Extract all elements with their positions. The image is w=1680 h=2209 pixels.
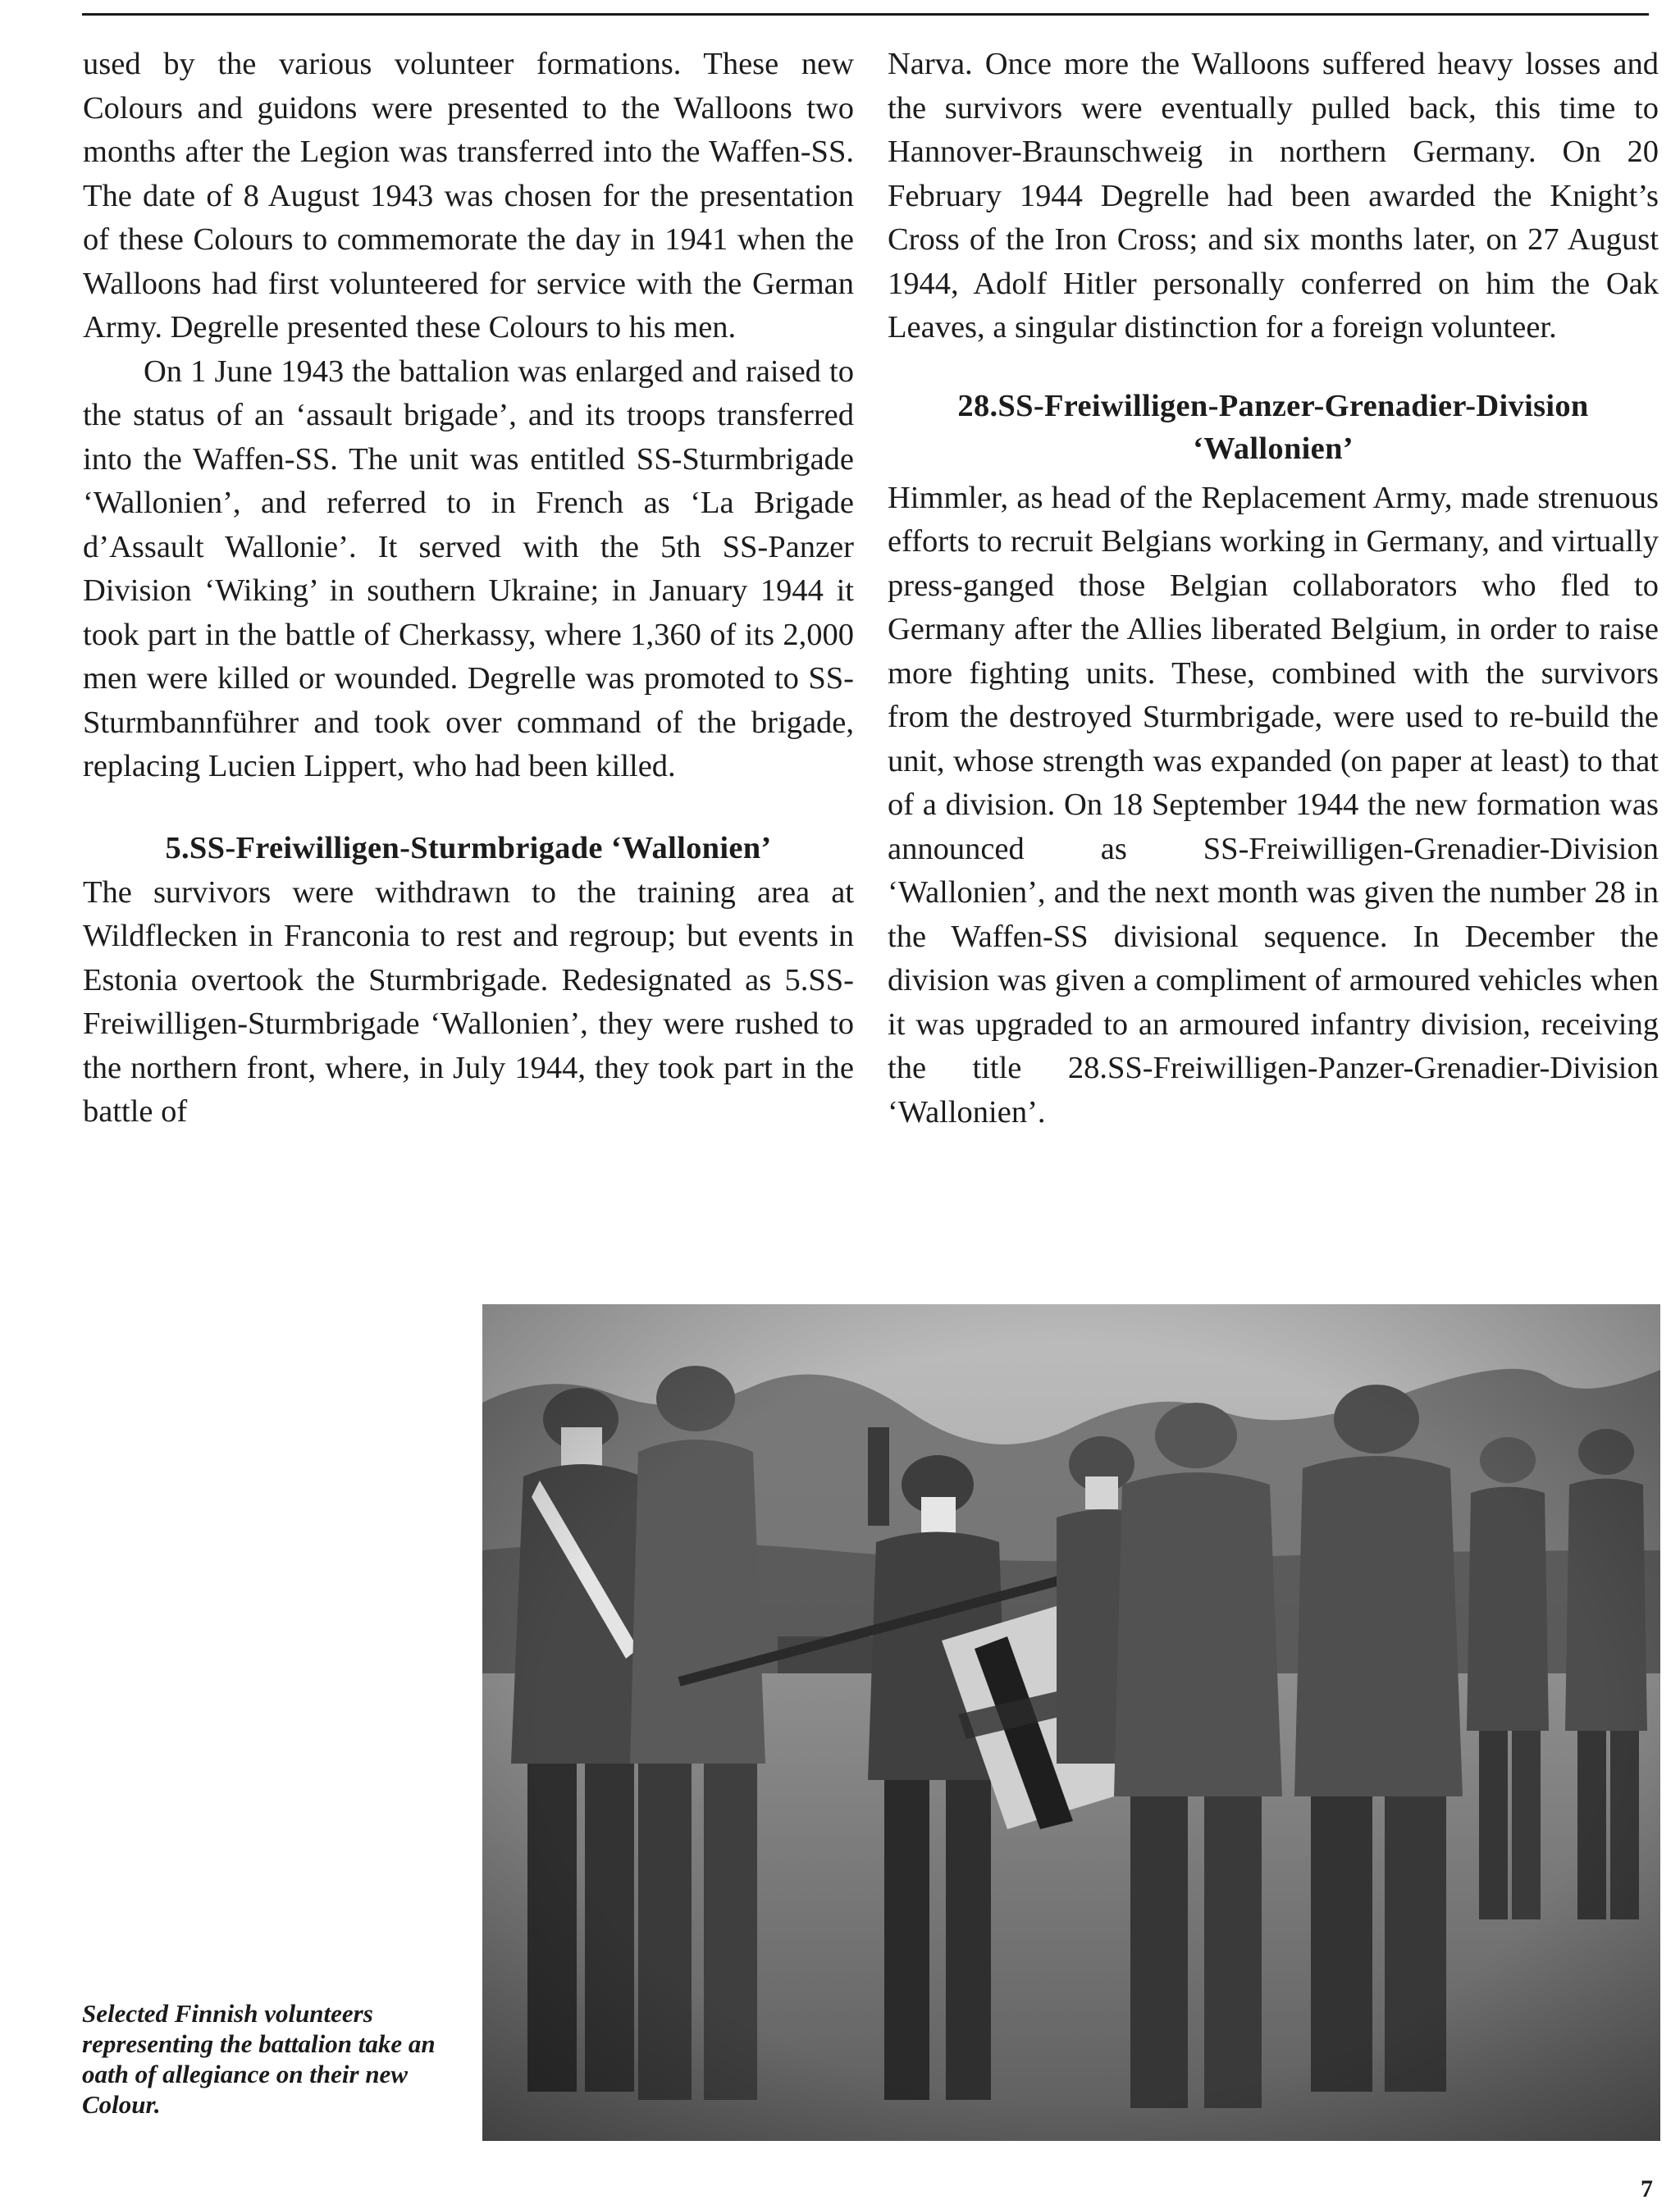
- left-column: [83, 43, 854, 1134]
- page-number: 7: [1641, 2175, 1653, 2202]
- body-paragraph: Himmler, as head of the Replacement Army, made strenuous efforts to recruit Belgians working in Germany, and virtually press-ganged those Belgian collaborators who fled to Germany after the Allies liberated Belgium, in order to raise more fighting units. These, combined with the survivors from the destroyed Sturmbrigade, were used to re-build the unit, whose strength was expanded (on paper at least) to that of a division. On 18 September 1944 the new formation was announced as SS-Freiwilligen-Grenadier-Division ‘Wallonien’, and the next month was given the number 28 in the Waffen-SS divisional sequence. In December the division was given a compliment of armoured vehicles when it was upgraded to an armoured infantry division, receiving the title 28.SS-Freiwilligen-Panzer-Grenadier-Division ‘Wallonien’.: [888, 480, 1659, 1130]
- body-paragraph: On 1 June 1943 the battalion was enlarged and raised to the status of an ‘assault brigade’, and its troops transferred into the Waffen-SS. The unit was entitled SS-Sturmbrigade ‘Wallonien’, and referred to in French as ‘La Brigade d’Assault Wallonie’. It served with the 5th SS-Panzer Division ‘Wiking’ in southern Ukraine; in January 1944 it took part in the battle of Cherkassy, where 1,360 of its 2,000 men were killed or wounded. Degrelle was promoted to SS-Sturmbannführer and took over command of the brigade, replacing Lucien Lippert, who had been killed.: [83, 354, 854, 783]
- oath-ceremony-photo: [482, 1304, 1660, 2141]
- section-heading: 5.SS-Freiwilligen-Sturmbrigade ‘Wallonien’: [165, 830, 772, 865]
- body-paragraph: Narva. Once more the Walloons suffered heavy losses and the survivors were eventually pulled back, this time to Hannover-Braunschweig in northern Germany. On 20 February 1944 Degrelle had been awarded the Knight’s Cross of the Iron Cross; and six months later, on 27 August 1944, Adolf Hitler personally conferred on him the Oak Leaves, a singular distinction for a foreign volunteer.: [888, 47, 1659, 345]
- top-rule: [82, 13, 1649, 16]
- body-paragraph: used by the various volunteer formations. These new Colours and guidons were presented to the Walloons two months after the Legion was transferred into the Waffen-SS. The date of 8 August 1943 was chosen for the presentation of these Colours to commemorate the day in 1941 when the Walloons had first volunteered for service with the German Army. Degrelle presented these Colours to his men.: [83, 47, 854, 345]
- section-heading: 28.SS-Freiwilligen-Panzer-Grenadier-Division ‘Wallonien’: [957, 388, 1589, 466]
- right-column: [888, 43, 1659, 1134]
- photograph: [482, 1304, 1660, 2141]
- photo-caption: Selected Finnish volunteers representing the battalion take an oath of allegiance on their new Colour.: [82, 1999, 436, 2119]
- body-paragraph: The survivors were withdrawn to the training area at Wildflecken in Franconia to rest and regroup; but events in Estonia overtook the Sturmbrigade. Redesignated as 5.SS-Freiwilligen-Sturmbrigade ‘Wallonien’, they were rushed to the northern front, where, in July 1944, they took part in the battle of: [83, 874, 854, 1129]
